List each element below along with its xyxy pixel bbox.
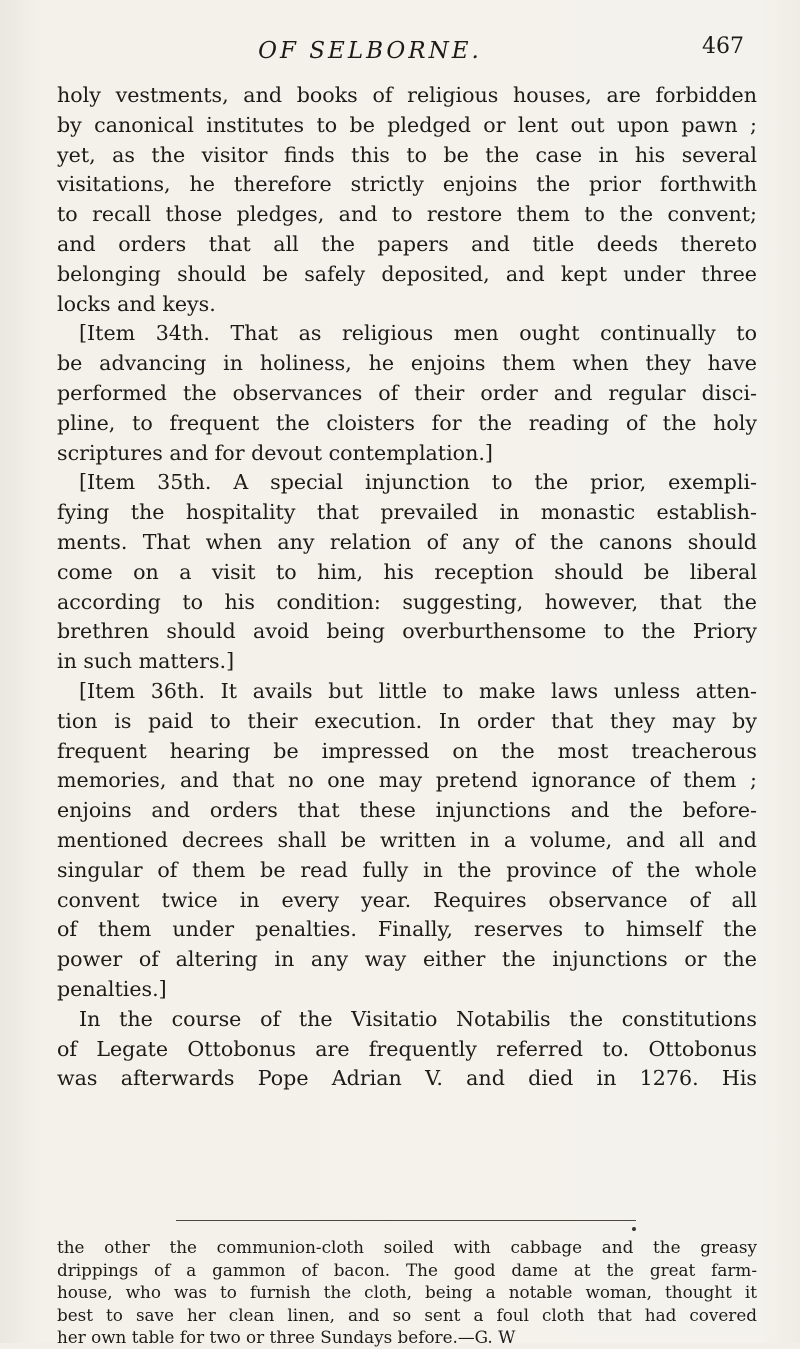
text-line: fying the hospitality that prevailed in monastic establish- [57, 500, 757, 525]
text-line: come on a visit to him, his reception should be liberal [57, 559, 757, 584]
text-line: brethren should avoid being overburthensome to the Priory [57, 619, 757, 644]
text-line: of Legate Ottobonus are frequently referred to. Ottobonus [57, 1036, 757, 1061]
text-line: of them under penalties. Finally, reserves to himself the [57, 917, 757, 942]
text-line: tion is paid to their execution. In order that they may by [57, 708, 757, 733]
footnote-line: best to save her clean linen, and so sent a foul cloth that had covered [57, 1304, 757, 1325]
text-line: scriptures and for devout contemplation.] [57, 440, 493, 465]
text-line: frequent hearing be impressed on the most treacherous [57, 738, 757, 763]
text-line: by canonical institutes to be pledged or lent out upon pawn ; [57, 112, 757, 137]
text-line: [Item 35th. A special injunction to the prior, exempli- [79, 470, 757, 495]
text-line: penalties.] [57, 976, 167, 1001]
text-line: pline, to frequent the cloisters for the reading of the holy [57, 410, 757, 435]
text-line: be advancing in holiness, he enjoins them when they have [57, 351, 757, 376]
text-line: power of altering in any way either the injunctions or the [57, 947, 757, 972]
body-text [57, 81, 757, 1094]
text-line: [Item 34th. That as religious men ought continually to [79, 321, 757, 346]
text-line: mentioned decrees shall be written in a volume, and all and [57, 827, 757, 852]
text-line: locks and keys. [57, 291, 216, 316]
text-line: ments. That when any relation of any of the canons should [57, 529, 757, 554]
text-line: performed the observances of their order and regular disci- [57, 380, 757, 405]
running-head [0, 34, 800, 74]
text-line: visitations, he therefore strictly enjoins the prior forthwith [57, 172, 757, 197]
text-line: and orders that all the papers and title deeds thereto [57, 231, 757, 256]
text-line: was afterwards Pope Adrian V. and died in 1276. His [57, 1066, 757, 1091]
page-number: 467 [702, 34, 744, 59]
footnote-line: the other the communion-cloth soiled with cabbage and the greasy [57, 1237, 757, 1257]
footnote-mark [632, 1227, 636, 1231]
text-line: holy vestments, and books of religious houses, are forbidden [57, 83, 757, 107]
text-line: yet, as the visitor finds this to be the case in his several [57, 142, 757, 167]
footnote-line: her own table for two or three Sundays before.—G. W [57, 1327, 516, 1347]
text-line: [Item 36th. It avails but little to make laws unless atten- [79, 678, 757, 703]
text-line: memories, and that no one may pretend ignorance of them ; [57, 768, 757, 793]
text-line: singular of them be read fully in the province of the whole [57, 857, 757, 882]
running-head-title: OF SELBORNE. [258, 38, 482, 64]
footnote-line: drippings of a gammon of bacon. The good dame at the great farm- [57, 1259, 757, 1280]
text-line: convent twice in every year. Requires observance of all [57, 887, 757, 912]
text-line: In the course of the Visitatio Notabilis the constitutions [79, 1006, 757, 1031]
text-line: in such matters.] [57, 649, 235, 674]
text-line: according to his condition: suggesting, however, that the [57, 589, 757, 614]
footnote [57, 1236, 757, 1349]
footnote-line: house, who was to furnish the cloth, being a notable woman, thought it [57, 1282, 757, 1302]
text-line: enjoins and orders that these injunctions and the before- [57, 798, 757, 823]
footnote-divider [176, 1220, 636, 1221]
text-line: belonging should be safely deposited, and kept under three [57, 261, 757, 286]
text-line: to recall those pledges, and to restore them to the convent; [57, 202, 757, 227]
